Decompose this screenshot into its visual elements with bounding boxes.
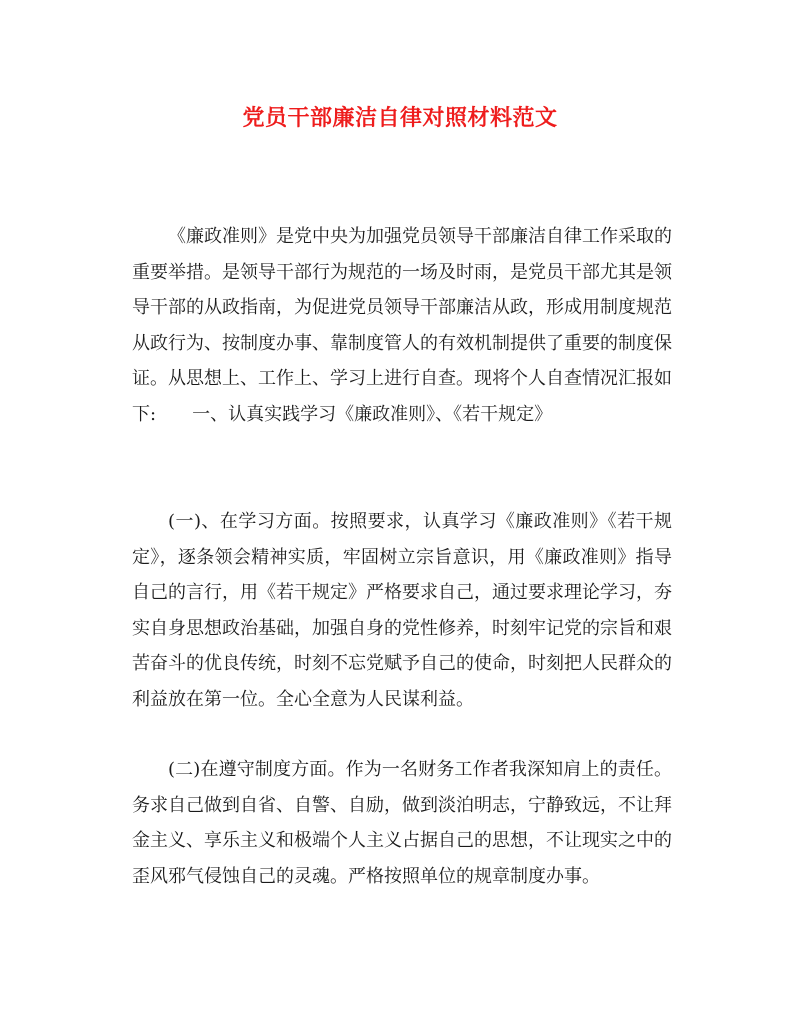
document-title: 党员干部廉洁自律对照材料范文 [242,106,558,131]
paragraph-2 [132,504,672,717]
paragraph-2-text: (一)、在学习方面。按照要求，认真学习《廉政准则》《若干规定》，逐条领会精神实质，牢固树立宗旨意识，用《廉政准则》指导自己的言行，用《若干规定》严格要求自己，通过要求理论学习，夯实自身思想政治基础，加强自身的党性修养，时刻牢记党的宗旨和艰苦奋斗的优良传统，时刻不忘党赋予自己的使命，时刻把人民群众的利益放在第一位。全心全意为人民谋利益。 [132,511,672,710]
paragraph-1 [132,219,672,432]
section-heading-1: 一、认真实践学习《廉政准则》、《若干规定》 [192,403,553,425]
paragraph-3-text: (二)在遵守制度方面。作为一名财务工作者我深知肩上的责任。务求自己做到自省、自警、自励，做到淡泊明志，宁静致远，不让拜金主义、享乐主义和极端个人主义占据自己的思想，不让现实之中的歪风邪气侵蚀自己的灵魂。严格按照单位的规章制度办事。 [132,759,672,887]
paragraph-1-content [132,219,672,432]
paragraph-3 [132,752,672,894]
paragraph-1-text: 《廉政准则》是党中央为加强党员领导干部廉洁自律工作采取的重要举措。是领导干部行为规范的一场及时雨，是党员干部尤其是领导干部的从政指南，为促进党员领导干部廉洁从政，形成用制度规范从政行为、按制度办事、靠制度管人的有效机制提供了重要的制度保证。从思想上、工作上、学习上进行自查。现将个人自查情况汇报如下: [132,226,672,425]
